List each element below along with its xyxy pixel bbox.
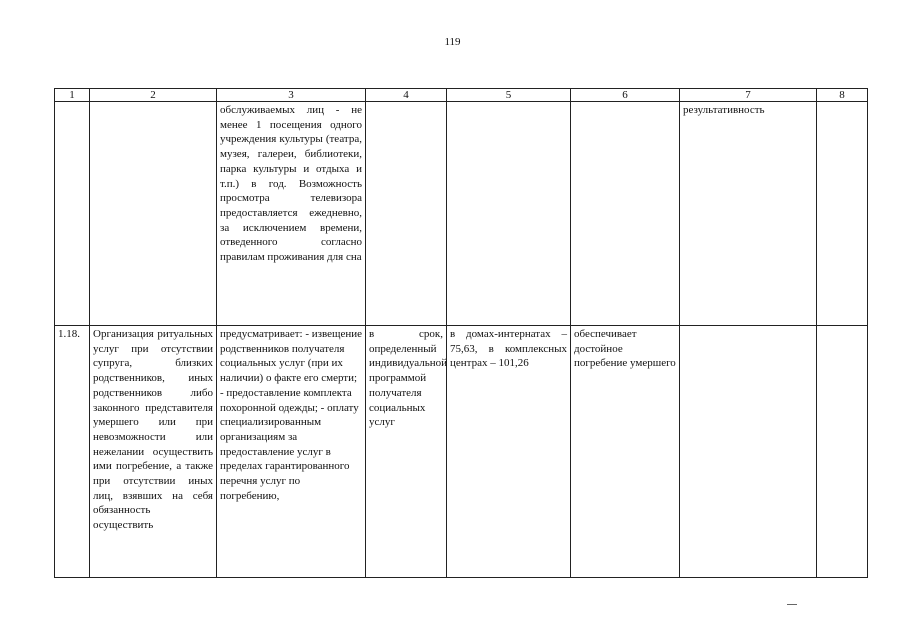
tariff-cell bbox=[447, 102, 571, 326]
column-header-5: 5 bbox=[447, 89, 571, 102]
header-row bbox=[55, 89, 868, 102]
term-cell bbox=[366, 102, 447, 326]
conditions-cell bbox=[817, 102, 868, 326]
column-header-3: 3 bbox=[217, 89, 366, 102]
column-header-4: 4 bbox=[366, 89, 447, 102]
evaluation-cell bbox=[680, 326, 817, 578]
column-header-2: 2 bbox=[90, 89, 217, 102]
page-number: 119 bbox=[444, 36, 461, 48]
column-header-1: 1 bbox=[55, 89, 90, 102]
quality-cell: обеспечивает достойное погребение умершего bbox=[571, 326, 680, 578]
column-header-6: 6 bbox=[571, 89, 680, 102]
table-row bbox=[55, 102, 868, 326]
service-name-cell: Организация ритуальных услуг при отсутствии супруга, близких родственников, иных родственников либо законного представителя умершего или при невозможности или нежелании осуществить ими погребение, а также при отсутствии иных лиц, взявших на себя обязанность осуществить bbox=[90, 326, 217, 578]
evaluation-cell: результативность bbox=[680, 102, 817, 326]
quality-cell bbox=[571, 102, 680, 326]
table-row bbox=[55, 326, 868, 578]
row-number-cell bbox=[55, 102, 90, 326]
tariff-cell: в домах-интернатах – 75,63, в комплексных центрах – 101,26 bbox=[447, 326, 571, 578]
term-cell: в срок, определенный индивидуальной программой получателя социальных услуг bbox=[366, 326, 447, 578]
service-name-cell bbox=[90, 102, 217, 326]
row-number-cell: 1.18. bbox=[55, 326, 90, 578]
services-table bbox=[54, 88, 868, 578]
service-description-cell: обслуживаемых лиц - не менее 1 посещения одного учреждения культуры (театра, музея, галереи, библиотеки, парка культуры и отдыха и т.п.) в год. Возможность просмотра телевизора предоставляется ежедневно, за исключением времени, отведенного согласно правилам проживания для сна bbox=[217, 102, 366, 326]
conditions-cell bbox=[817, 326, 868, 578]
column-header-7: 7 bbox=[680, 89, 817, 102]
scan-speck bbox=[787, 604, 797, 605]
column-header-8: 8 bbox=[817, 89, 868, 102]
service-description-cell: предусматривает: - извещение родственников получателя социальных услуг (при их наличии) о факте его смерти; - предоставление комплекта похоронной одежды; - оплату специализированным организациям за предоставление услуг в пределах гарантированного перечня услуг по погребению, bbox=[217, 326, 366, 578]
